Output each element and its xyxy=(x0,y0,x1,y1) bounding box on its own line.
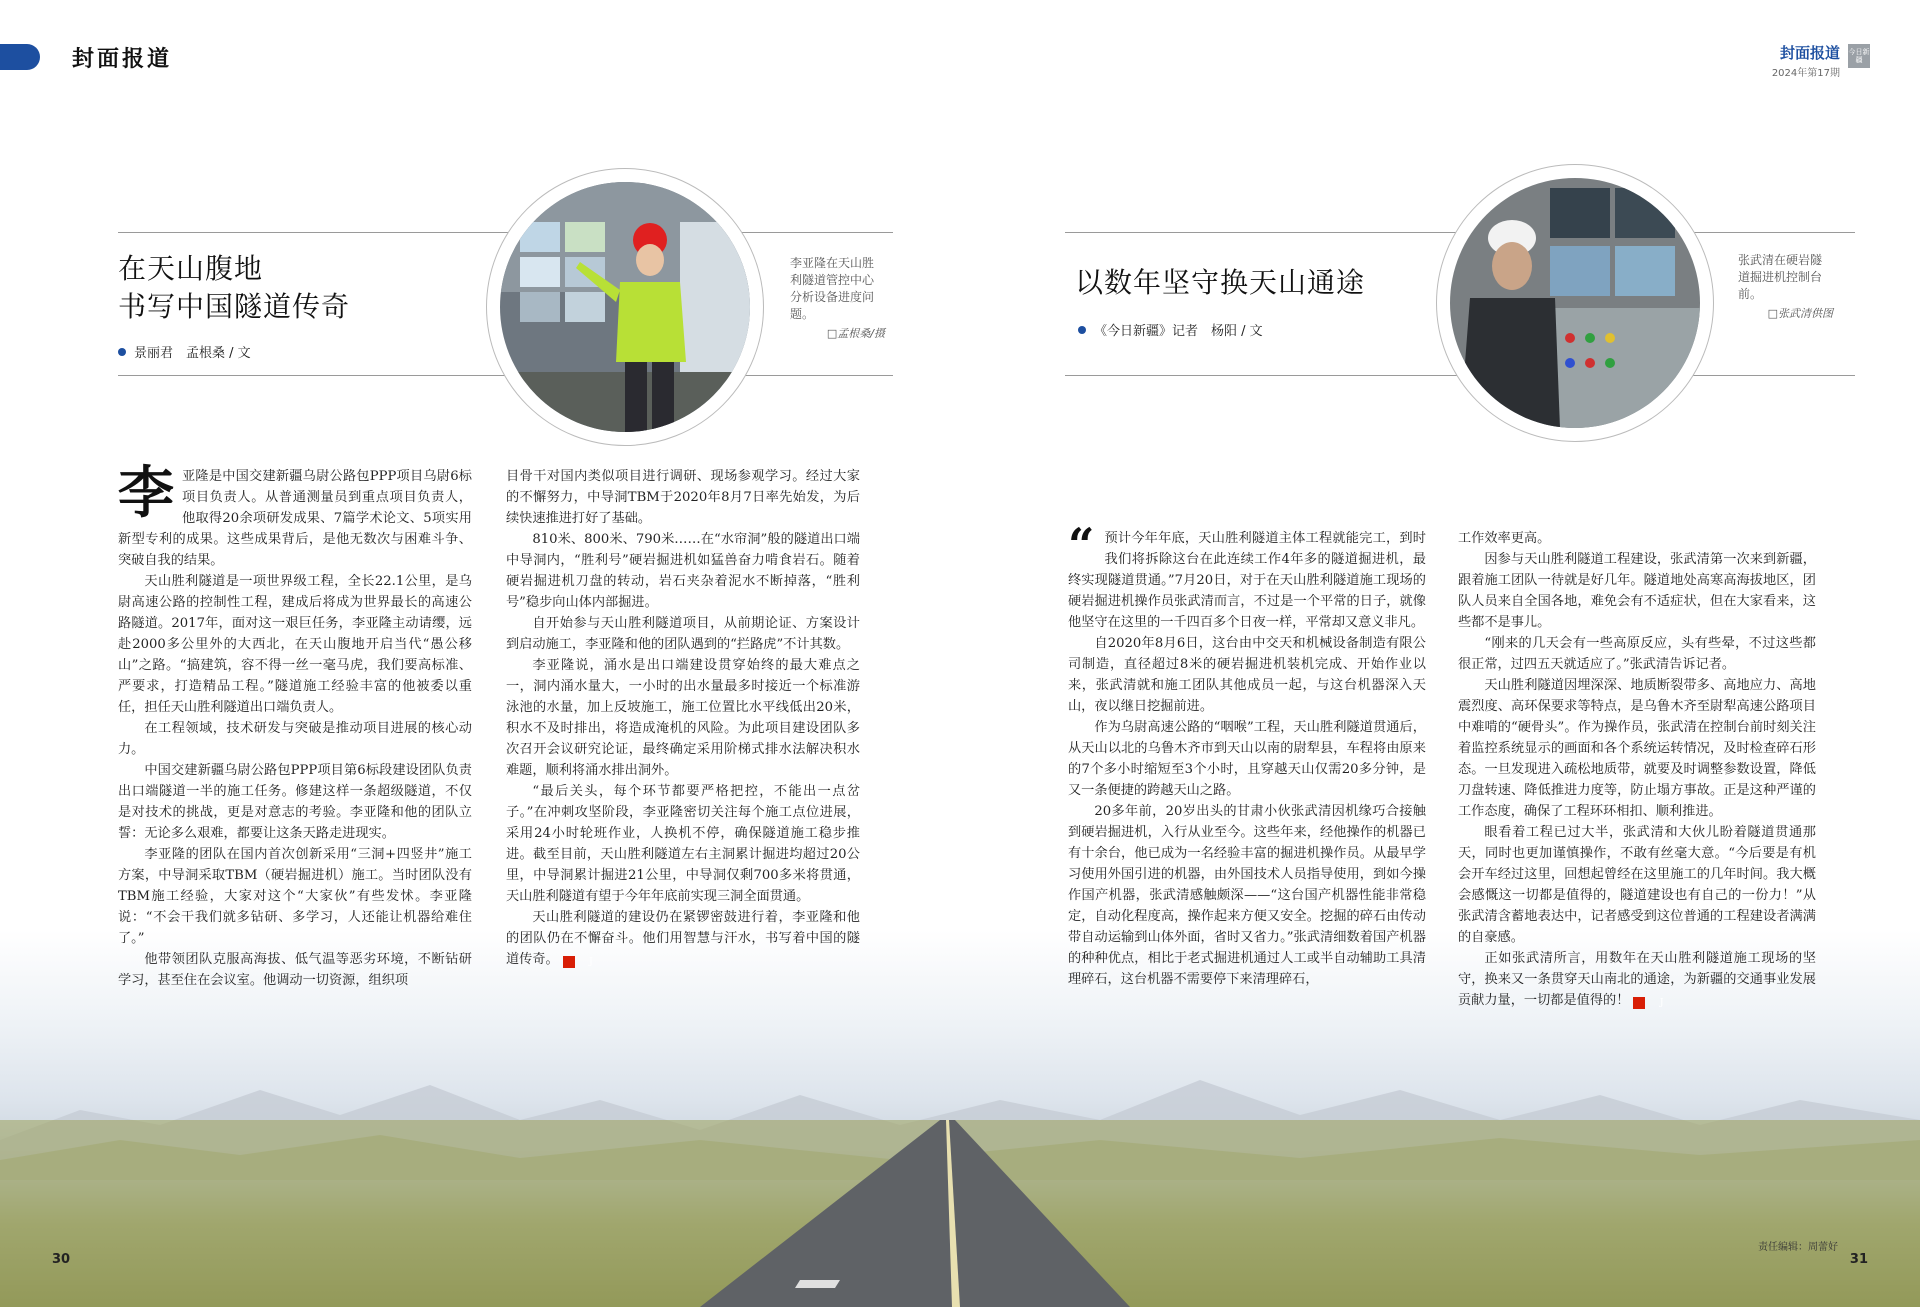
left-caption-credit: □孟根桑/摄 xyxy=(826,327,885,340)
paragraph: 在工程领域，技术研发与突破是推动项目进展的核心动力。 xyxy=(118,721,472,757)
paragraph: 工作效率更高。 xyxy=(1458,531,1551,546)
editor-credit: 责任编辑：周蕾好 xyxy=(1758,1242,1838,1253)
page-number-right: 31 xyxy=(1849,1252,1868,1267)
paragraph: 作为乌尉高速公路的“咽喉”工程，天山胜利隧道贯通后，从天山以北的乌鲁木齐市到天山以南的尉犁县，车程将由原来的7个多小时缩短至3个小时，且穿越天山仅需20多分钟，是又一条便捷的跨越天山之路。 xyxy=(1068,720,1426,798)
left-headline-line2: 书写中国隧道传奇 xyxy=(118,290,351,323)
left-headline xyxy=(118,250,350,326)
section-tab-marker xyxy=(0,44,40,70)
right-column-1 xyxy=(1068,518,1426,990)
left-column-2 xyxy=(506,466,860,970)
paragraph-text: 亚隆是中国交建新疆乌尉公路包PPP项目乌尉6标项目负责人。从普通测量员到重点项目负责人，他取得20余项研发成果、7篇学术论文、5项实用新型专利的成果。这些成果背后，是他无数次与困难斗争、突破自我的结果。 xyxy=(118,469,472,568)
end-mark-icon: J xyxy=(563,956,575,968)
road-illustration xyxy=(0,1120,1920,1307)
paragraph: 天山胜利隧道因埋深深、地质断裂带多、高地应力、高地震烈度、高环保要求等特点，是乌鲁木齐至尉犁高速公路项目中难啃的“硬骨头”。作为操作员，张武清在控制台前时刻关注着监控系统显示的画面和各个系统运转情况，及时检查碎石形态。一旦发现进入疏松地质带，就要及时调整参数设置，降低刀盘转速、降低推进力度等，防止塌方事故。正是这种严谨的工作态度，确保了工程环环相扣、顺利推进。 xyxy=(1458,678,1816,819)
end-mark-icon: J xyxy=(1633,997,1645,1009)
paragraph: 他带领团队克服高海拔、低气温等恶劣环境，不断钻研学习，甚至住在会议室。他调动一切资源，组织项 xyxy=(118,952,472,988)
paragraph: 李亚隆的团队在国内首次创新采用“三洞+四竖井”施工方案，中导洞采取TBM（硬岩掘进机）施工。当时团队没有TBM施工经验，大家对这个“大家伙”有些发怵。李亚隆说：“不会干我们就多钻研、多学习，人还能让机器给难住了。” xyxy=(118,847,472,946)
paragraph: 自开始参与天山胜利隧道项目，从前期论证、方案设计到启动施工，李亚隆和他的团队遇到的“拦路虎”不计其数。 xyxy=(506,616,860,652)
photo-control-center xyxy=(500,182,750,432)
left-byline-text: 景丽君 孟根桑 / 文 xyxy=(134,346,251,361)
right-photo xyxy=(1450,178,1700,428)
left-headline-line1: 在天山腹地 xyxy=(118,252,264,285)
top-rule-left xyxy=(118,232,893,233)
paragraph xyxy=(1458,948,1816,1011)
paragraph: “最后关头，每个环节都要严格把控，不能出一点岔子。”在冲刺攻坚阶段，李亚隆密切关注每个施工点位进展，采用24小时轮班作业，人换机不停，确保隧道施工稳步推进。截至目前，天山胜利隧道左右主洞累计掘进均超过20公里，中导洞累计掘进21公里，中导洞仅剩700多米将贯通，天山胜利隧道有望于今年年底前实现三洞全面贯通。 xyxy=(506,784,860,904)
left-photo xyxy=(500,182,750,432)
paragraph: 20多年前，20岁出头的甘肃小伙张武清因机缘巧合接触到硬岩掘进机，入行从业至今。这些年来，经他操作的机器已有十余台，他已成为一名经验丰富的掘进机操作员。从最早学习使用外国引进的机器，由外国技术人员指导使用，到如今操作国产机器，张武清感触颇深——“这台国产机器性能非常稳定，自动化程度高，操作起来方便又安全。挖掘的碎石由传动带自动运输到山体外面，省时又省力。”张武清细数着国产机器的种种优点，相比于老式掘进机通过人工或半自动辅助工具清理碎石，这台机器不需要停下来清理碎石， xyxy=(1068,804,1426,987)
paragraph-text: 预计今年年底，天山胜利隧道主体工程就能完工，到时我们将拆除这台在此连续工作4年多的隧道掘进机，最终实现隧道贯通。”7月20日，对于在天山胜利隧道施工现场的硬岩掘进机操作员张武清而言，不过是一个平常的日子，就像他坚守在这里的一千四百多个日夜一样，平常却又意义非凡。 xyxy=(1068,531,1426,630)
left-photo-caption xyxy=(790,255,885,342)
page-number-left: 30 xyxy=(52,1252,71,1267)
quote-mark-icon: “ xyxy=(1068,518,1095,572)
magazine-info xyxy=(1772,42,1840,79)
right-byline xyxy=(1078,320,1263,339)
paragraph xyxy=(118,460,472,571)
left-byline xyxy=(118,342,251,361)
section-title: 封面报道 xyxy=(72,46,173,72)
paragraph: 天山胜利隧道是一项世界级工程，全长22.1公里，是乌尉高速公路的控制性工程，建成后将成为世界最长的高速公路隧道。2017年，面对这一艰巨任务，李亚隆主动请缨，远赴2000多公里外的大西北，在天山腹地开启当代“愚公移山”之路。“搞建筑，容不得一丝一毫马虎，我们要高标准、严要求，打造精品工程。”隧道施工经验丰富的他被委以重任，担任天山胜利隧道出口端负责人。 xyxy=(118,574,472,715)
left-caption-text: 李亚隆在天山胜利隧道管控中心分析设备进度问题。 xyxy=(790,256,875,321)
paragraph: 中国交建新疆乌尉公路包PPP项目第6标段建设团队负责出口端隧道一半的施工任务。修建这样一条超级隧道，不仅是对技术的挑战，更是对意志的考验。李亚隆和他的团队立誓：无论多么艰难，都要让这条天路走进现实。 xyxy=(118,763,472,841)
paragraph xyxy=(1068,518,1426,633)
right-column-2 xyxy=(1458,528,1816,1011)
drop-cap: 李 xyxy=(118,460,174,526)
paragraph: 自2020年8月6日，这台由中交天和机械设备制造有限公司制造，直径超过8米的硬岩掘进机装机完成、开始作业以来，张武清就和施工团队其他成员一起，与这台机器深入天山，夜以继日挖掘前进。 xyxy=(1068,636,1426,714)
paragraph: 李亚隆说，涌水是出口端建设贯穿始终的最大难点之一，洞内涌水量大，一小时的出水量最多时接近一个标准游泳池的水量，加上反坡施工，施工位置比水平线低出20米，积水不及时排出，将造成淹机的风险。为此项目建设团队多次召开会议研究论证，最终确定采用阶梯式排水法解决积水难题，顺利将涌水排出洞外。 xyxy=(506,658,860,778)
right-byline-text: 《今日新疆》记者 杨阳 / 文 xyxy=(1094,324,1263,339)
paragraph: “刚来的几天会有一些高原反应，头有些晕，不过这些都很正常，过四五天就适应了。”张武清告诉记者。 xyxy=(1458,636,1816,672)
issue-number: 2024年第17期 xyxy=(1771,68,1840,79)
paragraph: 眼看着工程已过大半，张武清和大伙儿盼着隧道贯通那天，同时也更加谨慎操作，不敢有丝毫大意。“今后要是有机会开车经过这里，回想起曾经在这里施工的几年时间。我大概会感慨这一切都是值得的，隧道建设也有自己的一份力！”从张武清含蓄地表达中，记者感受到这位普通的工程建设者满满的自豪感。 xyxy=(1458,825,1816,945)
paragraph-text: 正如张武清所言，用数年在天山胜利隧道施工现场的坚守，换来又一条贯穿天山南北的通途，为新疆的交通事业发展贡献力量，一切都是值得的！ xyxy=(1458,951,1816,1008)
right-headline: 以数年坚守换天山通途 xyxy=(1075,266,1366,299)
left-column-1 xyxy=(118,460,472,991)
bullet-dot xyxy=(1078,326,1086,334)
magazine-logo: 今日新疆 xyxy=(1848,44,1870,68)
paragraph: 因参与天山胜利隧道工程建设，张武清第一次来到新疆，跟着施工团队一待就是好几年。隧道地处高寒高海拔地区，团队人员来自全国各地，难免会有不适症状，但在大家看来，这些都不是事儿。 xyxy=(1458,552,1816,630)
paragraph: 目骨干对国内类似项目进行调研、现场参观学习。经过大家的不懈努力，中导洞TBM于2020年8月7日率先始发，为后续快速推进打好了基础。 xyxy=(506,469,860,526)
paragraph xyxy=(506,907,860,970)
right-caption-text: 张武清在硬岩隧道掘进机控制台前。 xyxy=(1738,253,1823,301)
right-caption-credit: □张武清供图 xyxy=(1767,307,1833,320)
paragraph: 810米、800米、790米……在“水帘洞”般的隧道出口端中导洞内，“胜利号”硬岩掘进机如猛兽奋力啃食岩石。随着硬岩掘进机刀盘的转动，岩石夹杂着泥水不断掉落，“胜利号”稳步向山体内部掘进。 xyxy=(506,532,860,610)
bullet-dot xyxy=(118,348,126,356)
paragraph-text: 天山胜利隧道的建设仍在紧锣密鼓进行着，李亚隆和他的团队仍在不懈奋斗。他们用智慧与汗水，书写着中国的隧道传奇。 xyxy=(506,910,860,967)
right-photo-caption xyxy=(1738,252,1833,322)
photo-machine-console xyxy=(1450,178,1700,428)
magazine-name: 封面报道 xyxy=(1779,44,1840,62)
